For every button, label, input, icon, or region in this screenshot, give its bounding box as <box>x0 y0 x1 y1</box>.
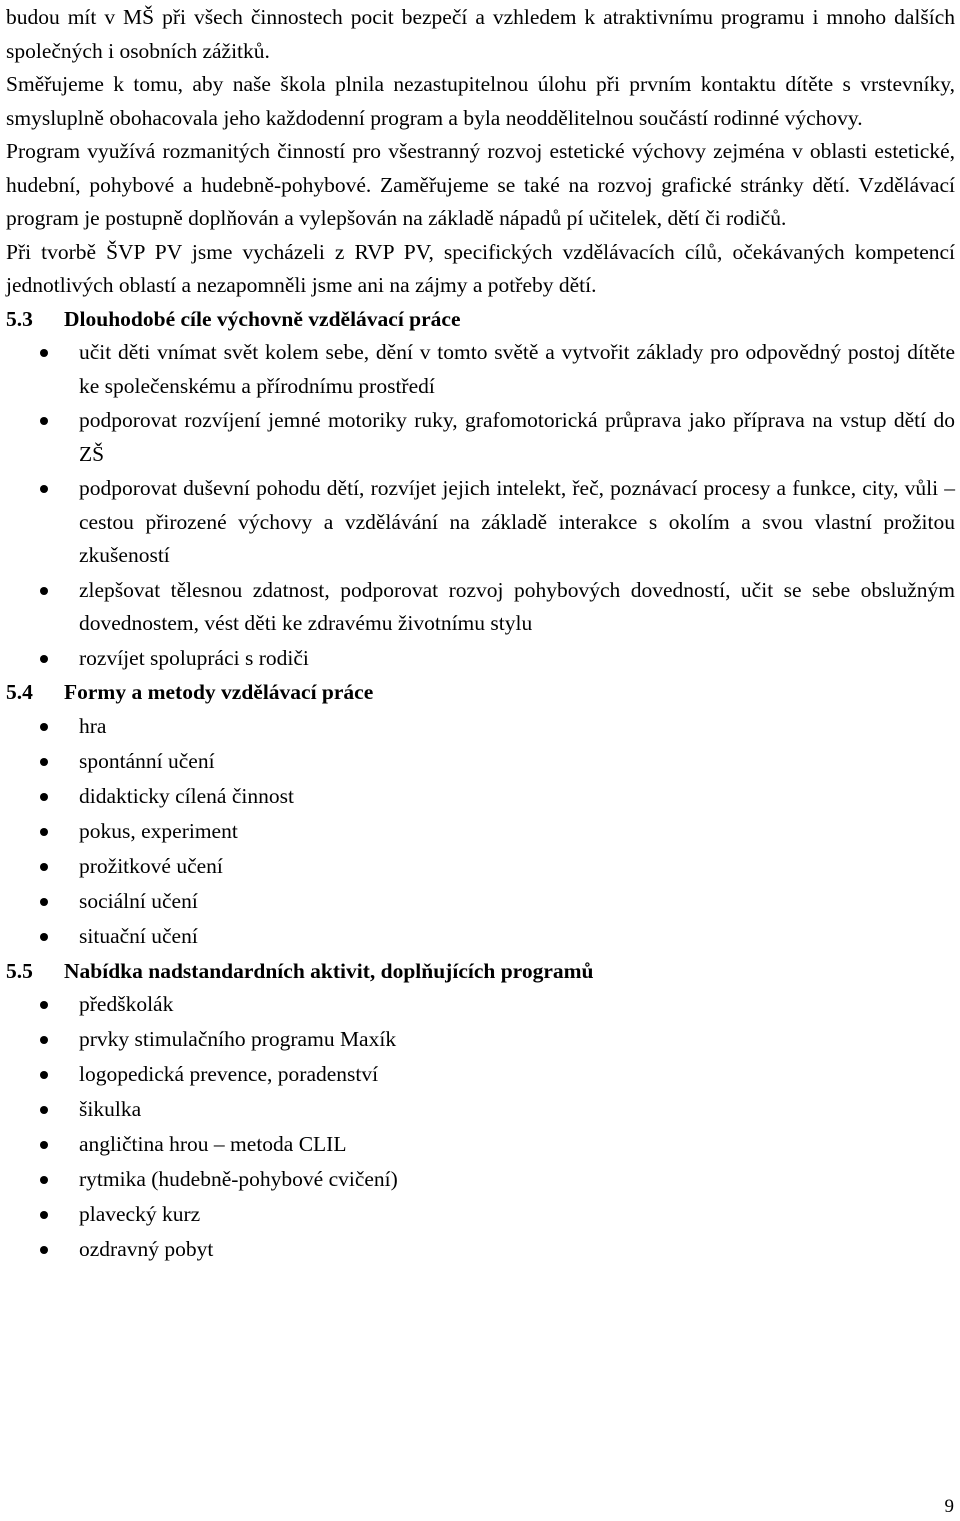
list-item: zlepšovat tělesnou zdatnost, podporovat rozvoj pohybových dovedností, učit se sebe obslužným dovednostem, vést děti ke zdravému životnímu stylu <box>6 574 955 641</box>
list-item: učit děti vnímat svět kolem sebe, dění v tomto světě a vytvořit základy pro odpovědný postoj dítěte ke společenskému a přírodnímu prostředí <box>6 336 955 403</box>
section-heading-long-term-goals <box>6 303 955 337</box>
paragraph-program: Program využívá rozmanitých činností pro všestranný rozvoj estetické výchovy zejména v oblasti estetické, hudební, pohybové a hudebně-pohybové. Zaměřujeme se také na rozvoj grafické stránky dětí. Vzdělávací program je postupně doplňován a vylepšován na základě nápadů pí učitelek, dětí či rodičů. <box>6 139 955 230</box>
section-number: 5.3 <box>6 306 33 331</box>
list-item: šikulka <box>6 1093 955 1127</box>
paragraph-intro-continued: budou mít v MŠ při všech činnostech pocit bezpečí a vzhledem k atraktivnímu programu i mnoho dalších společných i osobních zážitků. <box>6 5 955 63</box>
list-item: podporovat duševní pohodu dětí, rozvíjet jejich intelekt, řeč, poznávací procesy a funkce, city, vůli – cestou přirozené výchovy a vzdělávání na základě interakce s okolím a svou vlastní prožitou zkušeností <box>6 472 955 573</box>
list-item: didakticky cílená činnost <box>6 780 955 814</box>
list-item: spontánní učení <box>6 745 955 779</box>
section-title: Dlouhodobé cíle výchovně vzdělávací práce <box>64 306 461 331</box>
list-item: ozdravný pobyt <box>6 1233 955 1267</box>
list-item: angličtina hrou – metoda CLIL <box>6 1128 955 1162</box>
list-item: rytmika (hudebně-pohybové cvičení) <box>6 1163 955 1197</box>
paragraph-school-aim: Směřujeme k tomu, aby naše škola plnila nezastupitelnou úlohu při prvním kontaktu dítěte s vrstevníky, smysluplně obohacovala jeho každodenní program a byla neoddělitelnou součástí rodinné výchovy. <box>6 72 955 130</box>
list-item: situační učení <box>6 920 955 954</box>
section-title: Nabídka nadstandardních aktivit, doplňujících programů <box>64 958 594 983</box>
list-item: prožitkové učení <box>6 850 955 884</box>
section-heading-forms-methods <box>6 676 955 710</box>
section-number: 5.4 <box>6 680 33 704</box>
list-item: podporovat rozvíjení jemné motoriky ruky, grafomotorická průprava jako příprava na vstup dětí do ZŠ <box>6 404 955 471</box>
section-title: Formy a metody vzdělávací práce <box>64 680 374 704</box>
list-item: sociální učení <box>6 885 955 919</box>
page-number: 9 <box>944 1496 954 1517</box>
extra-activities-list <box>6 988 955 1267</box>
list-item: předškolák <box>6 988 955 1022</box>
paragraph-svp: Při tvorbě ŠVP PV jsme vycházeli z RVP PV, specifických vzdělávacích cílů, očekávaných kompetencí jednotlivých oblastí a nezapomněli jsme ani na zájmy a potřeby dětí. <box>6 239 955 297</box>
list-item: hra <box>6 710 955 744</box>
list-item: prvky stimulačního programu Maxík <box>6 1023 955 1057</box>
list-item: pokus, experiment <box>6 815 955 849</box>
long-term-goals-list <box>6 336 955 675</box>
forms-methods-list <box>6 710 955 954</box>
section-number: 5.5 <box>6 958 33 983</box>
list-item: plavecký kurz <box>6 1198 955 1232</box>
list-item: logopedická prevence, poradenství <box>6 1058 955 1092</box>
section-heading-extra-activities <box>6 955 955 989</box>
document-page <box>6 1 955 1268</box>
list-item: rozvíjet spolupráci s rodiči <box>6 642 955 676</box>
